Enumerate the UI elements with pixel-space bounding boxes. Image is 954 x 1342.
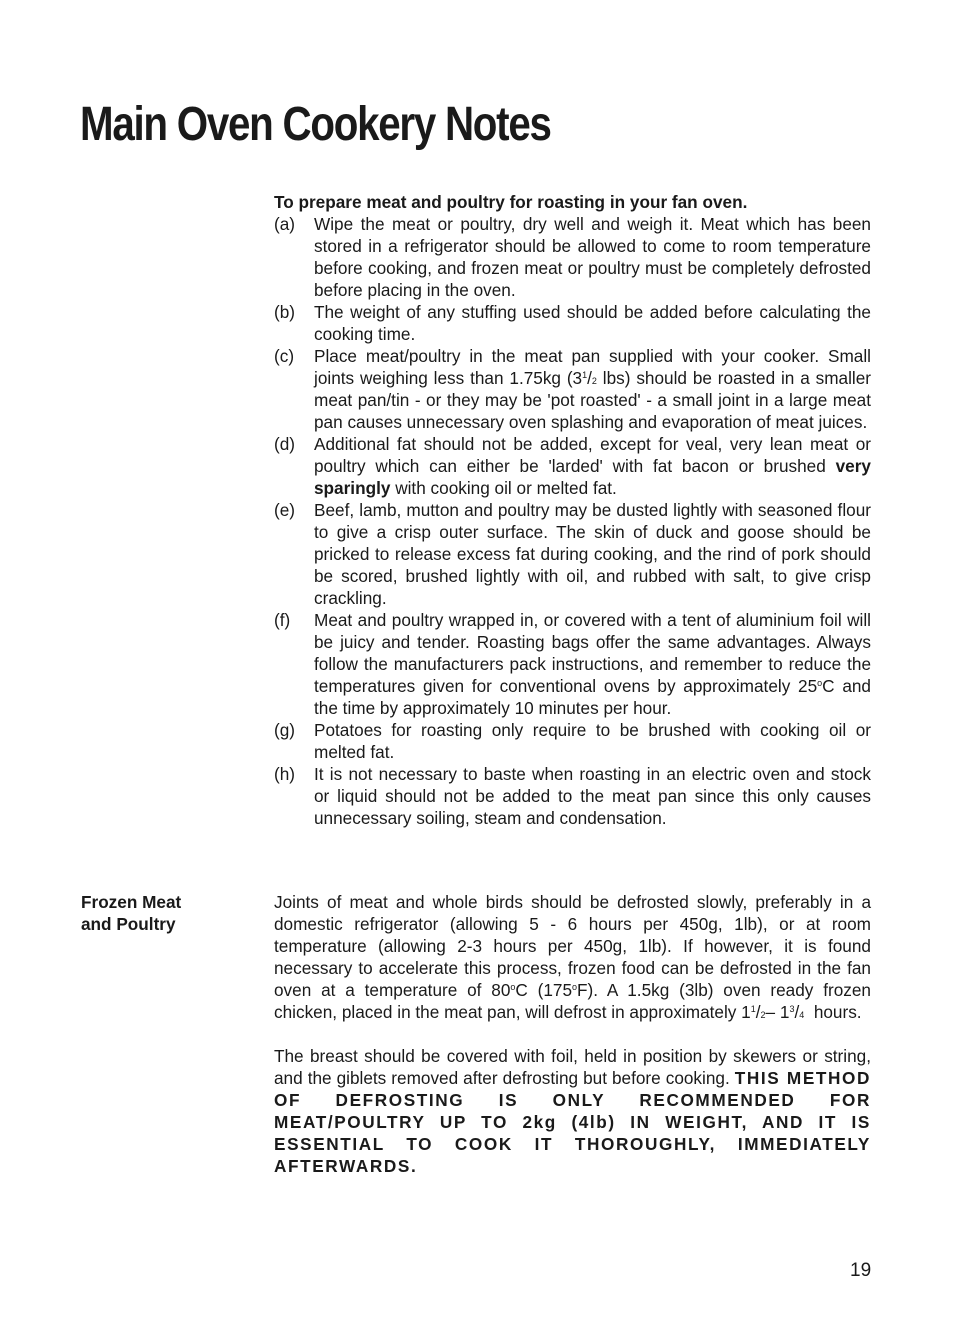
- item-emphasis: very sparingly: [314, 456, 871, 498]
- item-label: (e): [274, 500, 296, 520]
- frozen-paragraph-1: Joints of meat and whole birds should be defrosted slowly, preferably in a domestic refrigerator (allowing 5 - 6 hours per 450g, 1lb), or at room temperature (allowing 2-3 hours per 450g, 1lb). If however, it is found necessary to accelerate this process, frozen food can be defrosted in the fan oven at a temperature of 80$^o$C (175$^o$F). A 1.5kg (3lb) oven ready frozen chicken, placed in the meat pan, will defrost in approximately $1^1/2-$ $1^3/4$ hours.: [274, 892, 871, 1022]
- list-item: [274, 763, 871, 829]
- paragraph-text: F). A 1.5kg (3lb) oven ready frozen chicken, placed in the meat pan, will defrost in approximately 1: [274, 980, 871, 1022]
- item-label: (a): [274, 214, 296, 234]
- fraction-numerator: 1: [582, 370, 588, 380]
- frozen-paragraph-2: [274, 1045, 871, 1177]
- item-text: It is not necessary to baste when roasting in an electric oven and stock or liquid should not be added to the meat pan since this only causes unnecessary soiling, steam and condensation.: [314, 764, 871, 828]
- item-label: (f): [274, 610, 291, 630]
- roasting-list: [274, 213, 871, 829]
- list-item: [274, 499, 871, 609]
- frozen-section: [274, 891, 871, 1177]
- page-title: Main Oven Cookery Notes: [80, 98, 551, 151]
- frozen-side-heading: [81, 891, 181, 935]
- list-item: [274, 609, 871, 719]
- item-text: with cooking oil or melted fat.: [390, 478, 617, 498]
- item-label: (c): [274, 346, 295, 366]
- list-item: [274, 719, 871, 763]
- page-number: 19: [850, 1260, 872, 1281]
- side-heading-line: and Poultry: [81, 914, 176, 934]
- list-item: [274, 301, 871, 345]
- item-text: Place meat/poultry in the meat pan supplied with your cooker. Small joints weighing less than 1.75kg (3: [314, 346, 871, 388]
- item-text: Additional fat should not be added, except for veal, very lean meat or poultry which can either be 'larded' with fat bacon or brushed: [314, 434, 871, 476]
- list-item: [274, 213, 871, 301]
- defrost-warning: THIS METHOD OF DEFROSTING IS ONLY RECOMMENDED FOR MEAT/POULTRY UP TO 2kg (4lb) IN WEIGHT, AND IT IS ESSENTIAL TO COOK IT THOROUGHLY, IMMEDIATELY AFTERWARDS.: [274, 1068, 872, 1176]
- fraction-denominator: 2: [591, 376, 597, 386]
- paragraph-text: C (175: [515, 980, 573, 1000]
- item-text: Wipe the meat or poultry, dry well and weigh it. Meat which has been stored in a refrigerator should be allowed to come to room temperature before cooking, and frozen meat or poultry must be completely defrosted before placing in the oven.: [314, 214, 871, 300]
- paragraph-text: hours.: [804, 1002, 862, 1022]
- side-heading-line: Frozen Meat: [81, 892, 182, 912]
- item-text: The weight of any stuffing used should be added before calculating the cooking time.: [314, 302, 871, 344]
- list-item: [274, 433, 871, 499]
- item-label: (d): [274, 434, 296, 454]
- roasting-section: [274, 191, 871, 829]
- item-text: lbs) should be roasted in a smaller meat pan/tin - or they may be 'pot roasted' - a small joint in a large meat pan causes unnecessary oven splashing and evaporation of meat juices.: [314, 368, 871, 432]
- item-label: (g): [274, 720, 296, 740]
- degree-mark: o: [510, 982, 516, 992]
- fraction-denominator: 4: [799, 1010, 805, 1020]
- item-label: (b): [274, 302, 296, 322]
- fraction-denominator: 2: [760, 1010, 766, 1020]
- fraction-numerator: 3: [789, 1004, 795, 1014]
- item-label: (h): [274, 764, 296, 784]
- item-text: C and the time by approximately 10 minutes per hour.: [314, 676, 871, 718]
- list-item: (c) Place meat/poultry in the meat pan supplied with your cooker. Small joints weighing less than 1.75kg ($3^1/2$ lbs) should be roasted in a smaller meat pan/tin - or they may be 'pot roasted' - a small joint in a large meat pan causes unnecessary oven splashing and evaporation of meat juices.: [274, 346, 871, 432]
- roasting-heading: To prepare meat and poultry for roasting in your fan oven.: [274, 192, 748, 212]
- paragraph-text: Joints of meat and whole birds should be defrosted slowly, preferably in a domestic refrigerator (allowing 5 - 6 hours per 450g, 1lb), or at room temperature (allowing 2-3 hours per 450g, 1lb). If however, it is found necessary to accelerate this process, frozen food can be defrosted in the fan oven at a temperature of 80: [274, 892, 871, 1000]
- degree-mark: o: [572, 982, 578, 992]
- fraction-numerator: 1: [750, 1004, 756, 1014]
- item-text: Potatoes for roasting only require to be brushed with cooking oil or melted fat.: [314, 720, 871, 762]
- item-text: Meat and poultry wrapped in, or covered with a tent of aluminium foil will be juicy and tender. Roasting bags offer the same advantages. Always follow the manufacturers pack instructions, and remember to reduce the temperatures given for conventional ovens by approximately 25: [314, 610, 871, 696]
- degree-mark: o: [817, 678, 823, 688]
- paragraph-text: – 1: [765, 1002, 790, 1022]
- paragraph-text: The breast should be covered with foil, held in position by skewers or string, and the giblets removed after defrosting but before cooking.: [274, 1046, 871, 1088]
- item-text: Beef, lamb, mutton and poultry may be dusted lightly with seasoned flour to give a crisp outer surface. The skin of duck and goose should be pricked to release excess fat during cooking, and the rind of pork should be scored, brushed lightly with oil, and rubbed with salt, to give crisp crackling.: [314, 500, 871, 608]
